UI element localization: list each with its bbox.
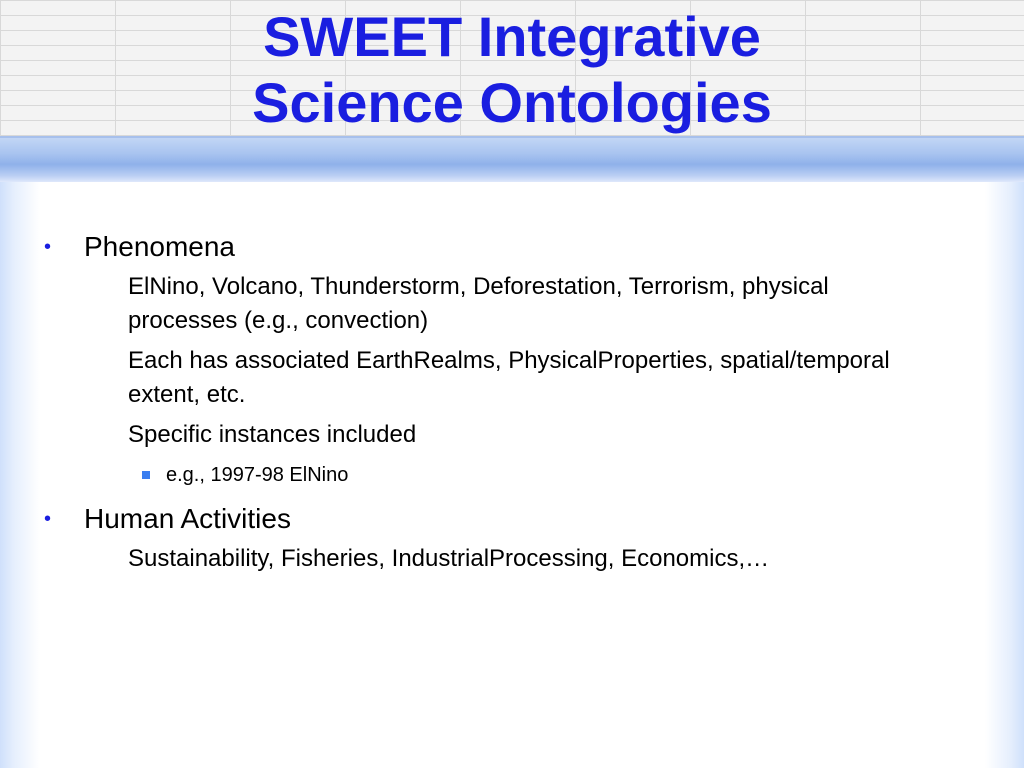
diamond-bullet-icon: [100, 554, 110, 564]
sub-bullet-text: Each has associated EarthRealms, PhysicalProperties, spatial/temporal extent, etc.: [128, 347, 890, 408]
sub-sub-bullet-item-example: [0, 458, 1024, 492]
bullet-item-phenomena: [0, 224, 1024, 270]
bullet-text: Human Activities: [84, 503, 291, 534]
bullet-item-human-activities: [0, 496, 1024, 542]
sub-bullet-text: Sustainability, Fisheries, IndustrialProcessing, Economics,…: [128, 545, 770, 572]
title-line-1: SWEET Integrative: [263, 5, 761, 68]
title-line-2: Science Ontologies: [252, 71, 772, 134]
sub-sub-bullet-text: e.g., 1997-98 ElNino: [166, 464, 349, 486]
sub-bullet-item-activities: [0, 542, 1024, 576]
slide-title: [0, 4, 1024, 136]
bullet-list: [0, 224, 1024, 582]
bullet-text: Phenomena: [84, 231, 236, 262]
sub-bullet-text: ElNino, Volcano, Thunderstorm, Deforestation, Terrorism, physical processes (e.g., convection): [128, 273, 829, 334]
header-gradient-band: [0, 138, 1024, 182]
diamond-bullet-icon: [100, 356, 110, 366]
round-bullet-icon: •: [44, 236, 52, 258]
sub-bullet-text: Specific instances included: [128, 421, 417, 448]
sub-bullet-item-instances: [0, 418, 1024, 452]
sub-bullet-item-examples: [0, 270, 1024, 338]
square-bullet-icon: [142, 471, 150, 479]
round-bullet-icon: •: [44, 508, 52, 530]
sub-bullet-item-associations: [0, 344, 1024, 412]
diamond-bullet-icon: [100, 282, 110, 292]
diamond-bullet-icon: [100, 430, 110, 440]
